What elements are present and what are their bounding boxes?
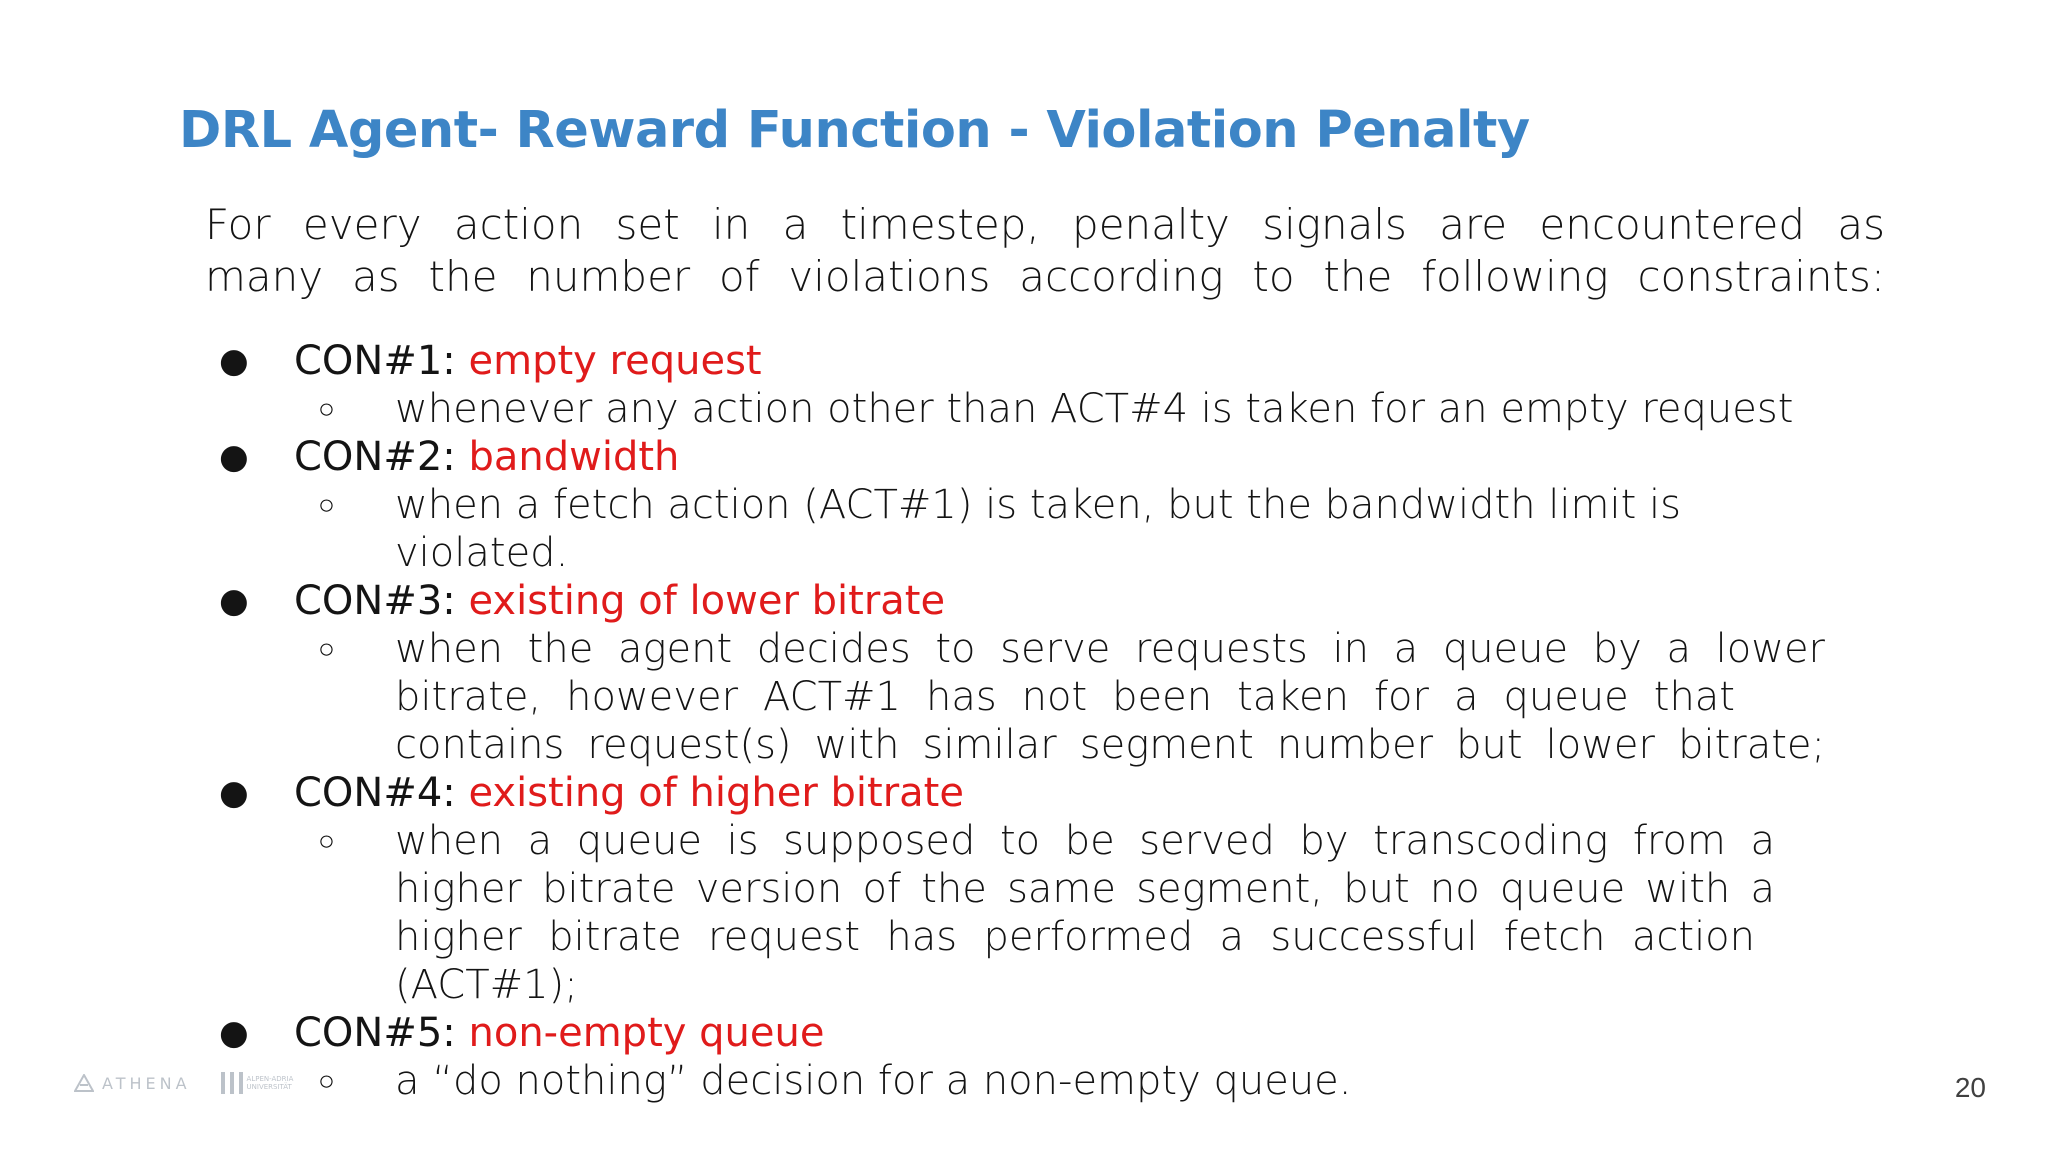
constraint-description [0,625,1825,769]
bullet-disc-icon: ● [219,437,249,477]
constraint-name: non-empty queue [468,1010,825,1056]
bullet-disc-icon: ● [219,773,249,813]
athena-triangle-icon [74,1074,94,1092]
bullet-disc-icon: ● [219,341,249,381]
intro-paragraph [205,199,1885,303]
description-line: higher bitrate version of the same segment, but no queue with a [395,866,1775,912]
athena-logo-text: ATHENA [102,1073,191,1093]
description-line: a “do nothing” decision for a non-empty queue. [395,1058,1352,1104]
description-line: when the agent decides to serve requests in a queue by a lower [395,626,1825,672]
description-line: whenever any action other than ACT#4 is taken for an empty request [395,386,1794,432]
bullet-disc-icon: ● [219,1013,249,1053]
constraint-label: CON#1: [294,338,456,384]
constraint-name: existing of lower bitrate [468,578,946,624]
description-line: higher bitrate request has performed a successful fetch action [395,914,1755,960]
description-line: violated. [395,530,569,576]
athena-logo [74,1074,191,1093]
bullet-disc-icon: ● [219,581,249,621]
constraints-list [0,337,2048,1105]
constraint-item [0,769,2048,1009]
constraint-item [0,577,2048,769]
description-line: when a queue is supposed to be served by transcoding from a [395,818,1775,864]
constraint-heading [0,1009,2048,1057]
constraint-label-wrap [294,577,945,625]
constraint-label: CON#2: [294,434,456,480]
constraint-heading [0,433,2048,481]
constraint-label-wrap [294,1009,824,1057]
page-number: 20 [1954,1072,1986,1103]
constraint-item [0,433,2048,577]
constraint-label: CON#3: [294,578,456,624]
constraint-heading [0,769,2048,817]
footer-logos [74,1071,307,1095]
constraint-label-wrap [294,433,679,481]
constraint-item [0,337,2048,433]
slide-title: DRL Agent- Reward Function - Violation Penalty [179,101,1530,160]
bullet-circle-icon: ○ [318,632,335,665]
bullet-circle-icon: ○ [318,488,335,521]
bullet-circle-icon: ○ [318,1064,335,1097]
description-line: when a fetch action (ACT#1) is taken, but the bandwidth limit is [395,482,1681,528]
university-logo-text: ALPEN-ADRIA UNIVERSITÄT [246,1075,294,1091]
constraint-item [0,1009,2048,1105]
description-line: contains request(s) with similar segment number but lower bitrate; [395,722,1825,768]
university-emblem-icon [221,1072,243,1094]
bullet-circle-icon: ○ [318,824,335,857]
constraint-heading [0,577,2048,625]
constraint-label-wrap [294,769,964,817]
constraint-label: CON#4: [294,770,456,816]
constraint-name: empty request [468,338,762,384]
constraint-label: CON#5: [294,1010,456,1056]
constraint-label-wrap [294,337,762,385]
intro-line: For every action set in a timestep, penalty signals are encountered as [205,200,1885,249]
constraint-description [0,817,1775,1009]
description-line: (ACT#1); [395,962,578,1008]
intro-line: many as the number of violations according to the following constraints: [205,252,1885,301]
constraint-description [0,385,1835,433]
constraint-name: bandwidth [468,434,680,480]
constraint-description [0,481,1835,577]
university-logo [221,1072,307,1094]
bullet-circle-icon: ○ [318,392,335,425]
description-line: bitrate, however ACT#1 has not been taken for a queue that [395,674,1735,720]
constraint-heading [0,337,2048,385]
constraint-name: existing of higher bitrate [468,770,964,816]
